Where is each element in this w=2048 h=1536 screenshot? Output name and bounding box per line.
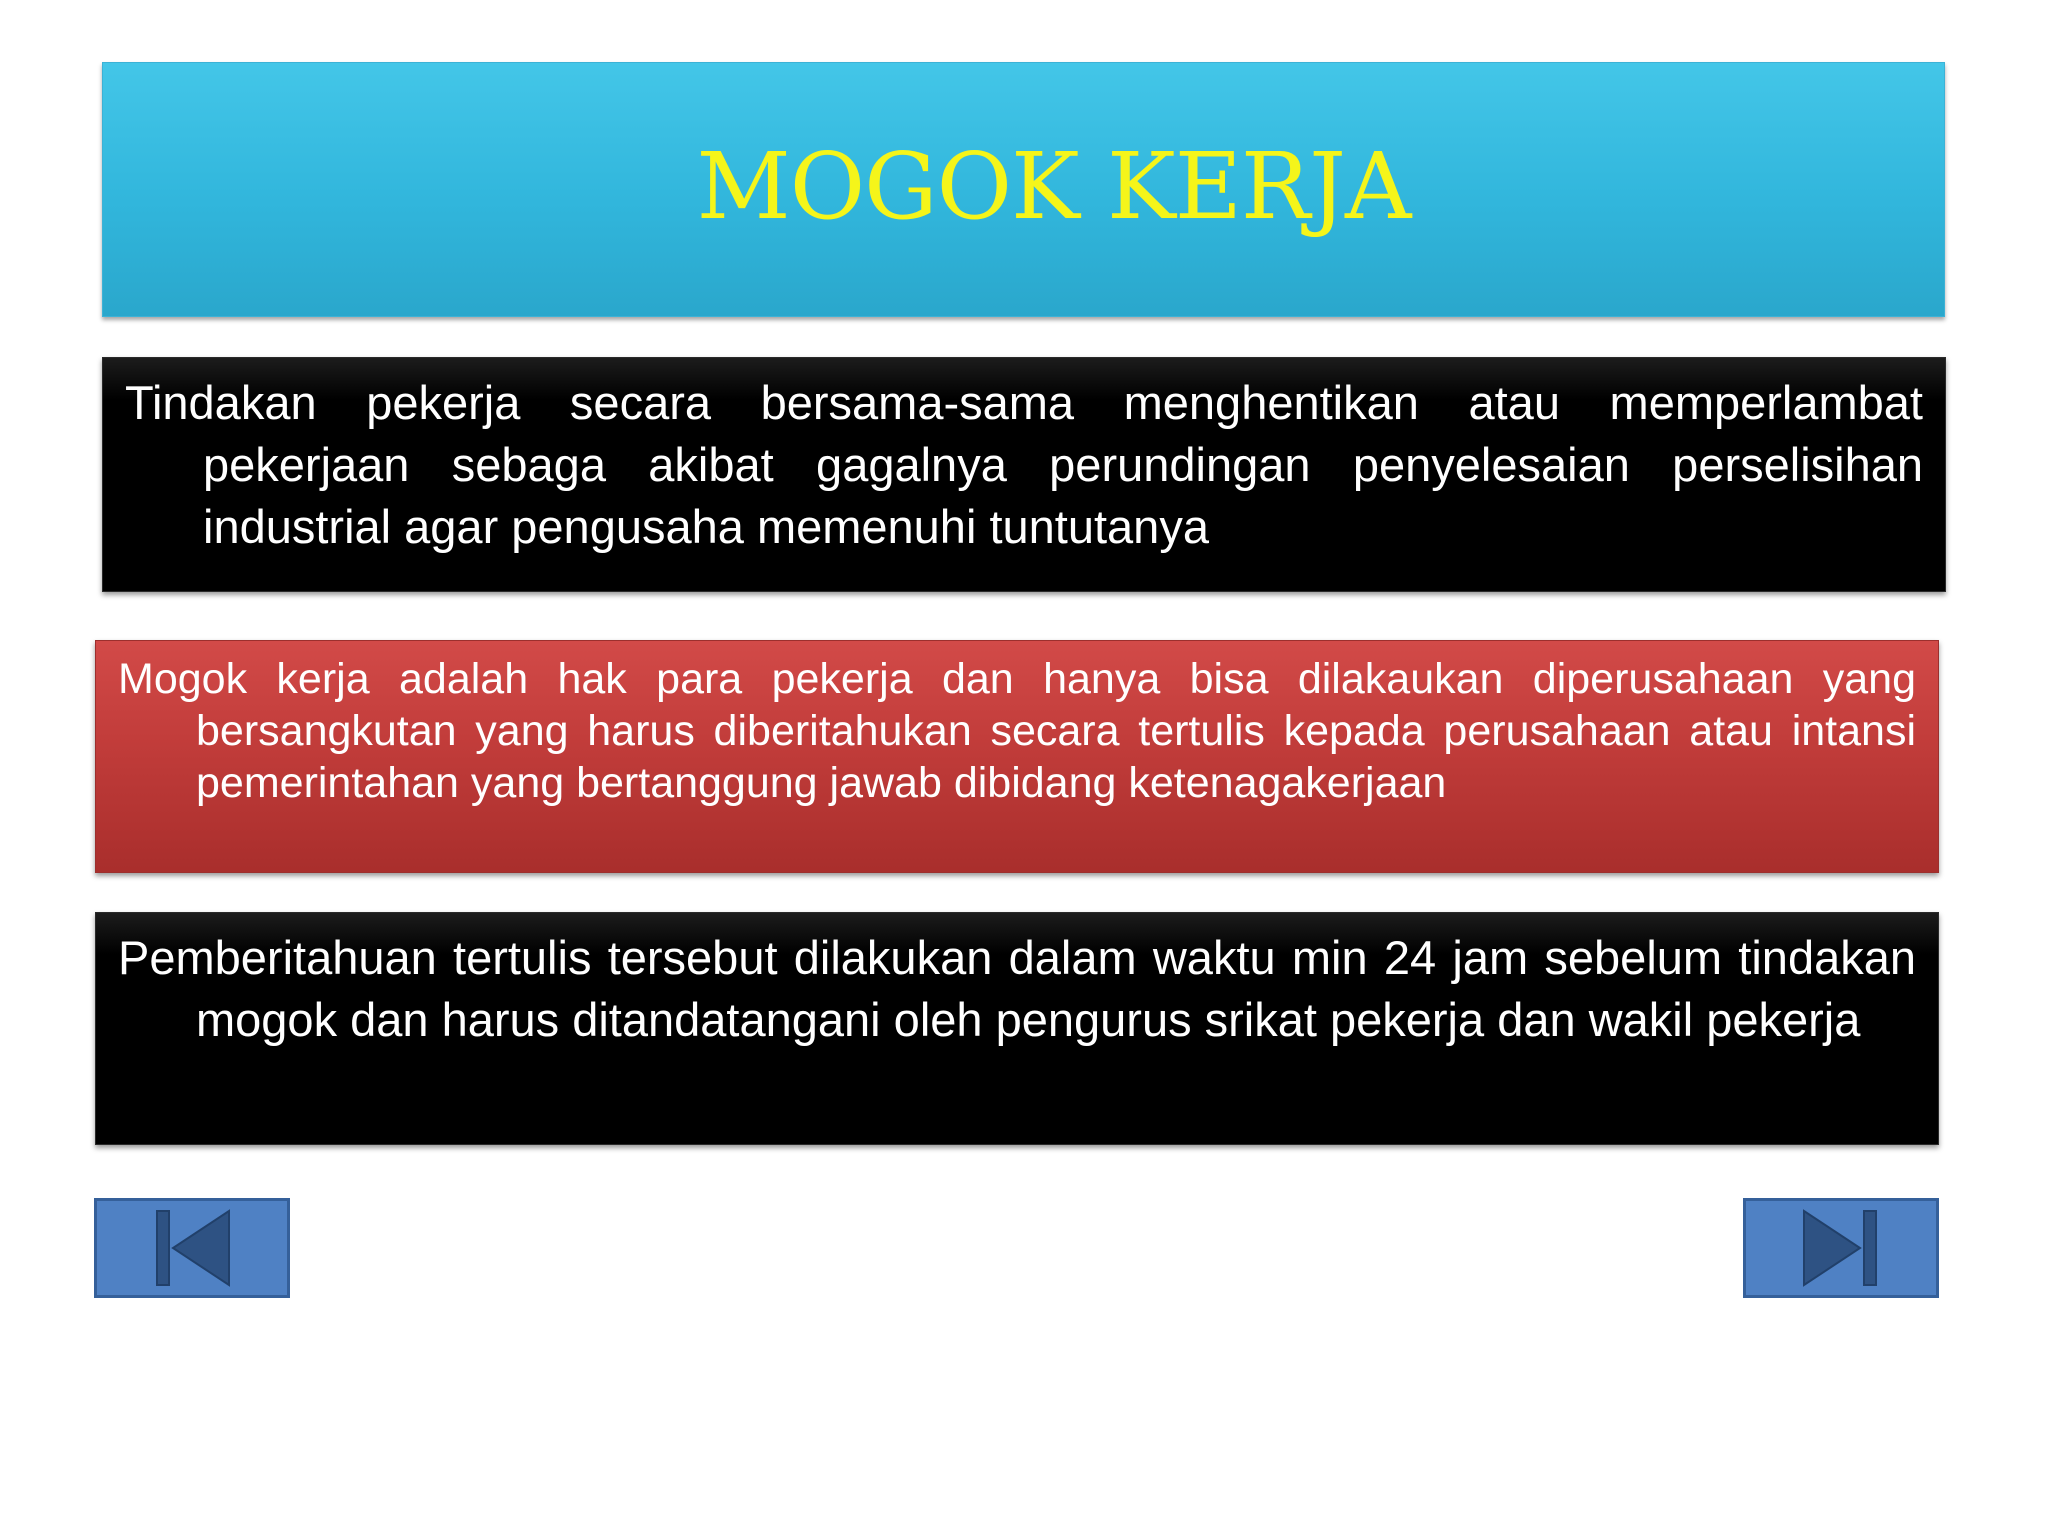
title-banner [102,62,1945,317]
definition-box [102,357,1946,592]
definition-text: Tindakan pekerja secara bersama-sama menghentikan atau memperlambat pekerjaan sebaga akibat gagalnya perundingan penyelesaian perselisihan industrial agar pengusaha memenuhi tuntutanya [125,376,1923,553]
notice-text: Pemberitahuan tertulis tersebut dilakukan dalam waktu min 24 jam sebelum tindakan mogok dan harus ditandatangani oleh pengurus srikat pekerja dan wakil pekerja [118,931,1916,1046]
rights-text: Mogok kerja adalah hak para pekerja dan hanya bisa dilakaukan diperusahaan yang bersangkutan yang harus diberitahukan secara tertulis kepada perusahaan atau intansi pemerintahan yang bertanggung jawab dibidang ketenagakerjaan [118,655,1916,807]
previous-slide-button[interactable] [94,1198,290,1298]
rights-box [95,640,1939,873]
next-slide-button[interactable] [1743,1198,1939,1298]
previous-slide-icon [147,1207,237,1289]
slide-title: MOGOK KERJA [696,133,1411,240]
next-slide-icon [1796,1207,1886,1289]
notice-box [95,912,1939,1145]
